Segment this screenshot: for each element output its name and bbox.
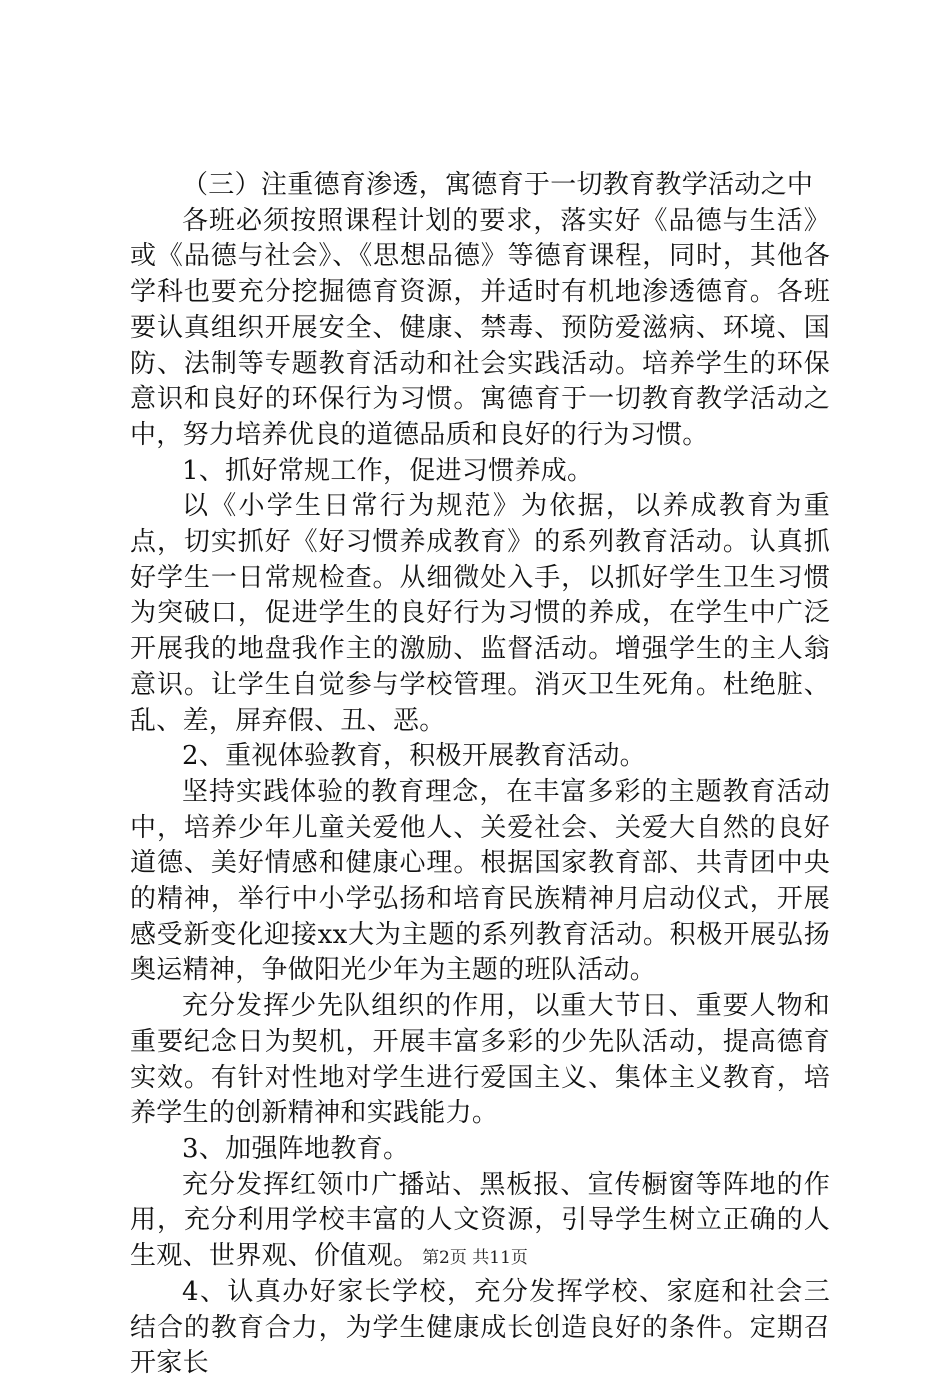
paragraph: 坚持实践体验的教育理念，在丰富多彩的主题教育活动中，培养少年儿童关爱他人、关爱社会、关爱大自然的良好道德、美好情感和健康心理。根据国家教育部、共青团中央的精神，举行中小学弘扬和培育民族精神月启动仪式，开展感受新变化迎接xx大为主题的系列教育活动。积极开展弘扬奥运精神，争做阳光少年为主题的班队活动。	[130, 776, 830, 986]
subsection-heading: 2、重视体验教育，积极开展教育活动。	[182, 741, 646, 772]
subsection-heading: 1、抓好常规工作，促进习惯养成。	[182, 455, 594, 486]
paragraph: 以《小学生日常行为规范》为依据，以养成教育为重点，切实抓好《好习惯养成教育》的系列教育活动。认真抓好学生一日常规检查。从细微处入手，以抓好学生卫生习惯为突破口，促进学生的良好行为习惯的养成，在学生中广泛开展我的地盘我作主的激励、监督活动。增强学生的主人翁意识。让学生自觉参与学校管理。消灭卫生死角。杜绝脏、乱、差，屏弃假、丑、恶。	[130, 491, 830, 736]
paragraph: 充分发挥红领巾广播站、黑板报、宣传橱窗等阵地的作用，充分利用学校丰富的人文资源，引导学生树立正确的人生观、世界观、价值观。	[130, 1169, 830, 1272]
paragraph: 各班必须按照课程计划的要求，落实好《品德与生活》或《品德与社会》、《思想品德》等德育课程，同时，其他各学科也要充分挖掘德育资源，并适时有机地渗透德育。各班要认真组织开展安全、健康、禁毒、预防爱滋病、环境、国防、法制等专题教育活动和社会实践活动。培养学生的环保意识和良好的环保行为习惯。寓德育于一切教育教学活动之中，努力培养优良的道德品质和良好的行为习惯。	[130, 205, 830, 450]
page-footer	[0, 1243, 950, 1268]
subsection-heading: 3、加强阵地教育。	[182, 1133, 410, 1164]
section-heading: （三）注重德育渗透，寓德育于一切教育教学活动之中	[182, 170, 814, 200]
paragraph: 4、认真办好家长学校，充分发挥学校、家庭和社会三结合的教育合力，为学生健康成长创造良好的条件。定期召开家长	[130, 1276, 830, 1379]
page-number: 第2页 共11页	[422, 1248, 528, 1268]
document-body	[130, 168, 830, 1382]
paragraph: 充分发挥少先队组织的作用，以重大节日、重要人物和重要纪念日为契机，开展丰富多彩的少先队活动，提高德育实效。有针对性地对学生进行爱国主义、集体主义教育，培养学生的创新精神和实践能力。	[130, 991, 830, 1129]
